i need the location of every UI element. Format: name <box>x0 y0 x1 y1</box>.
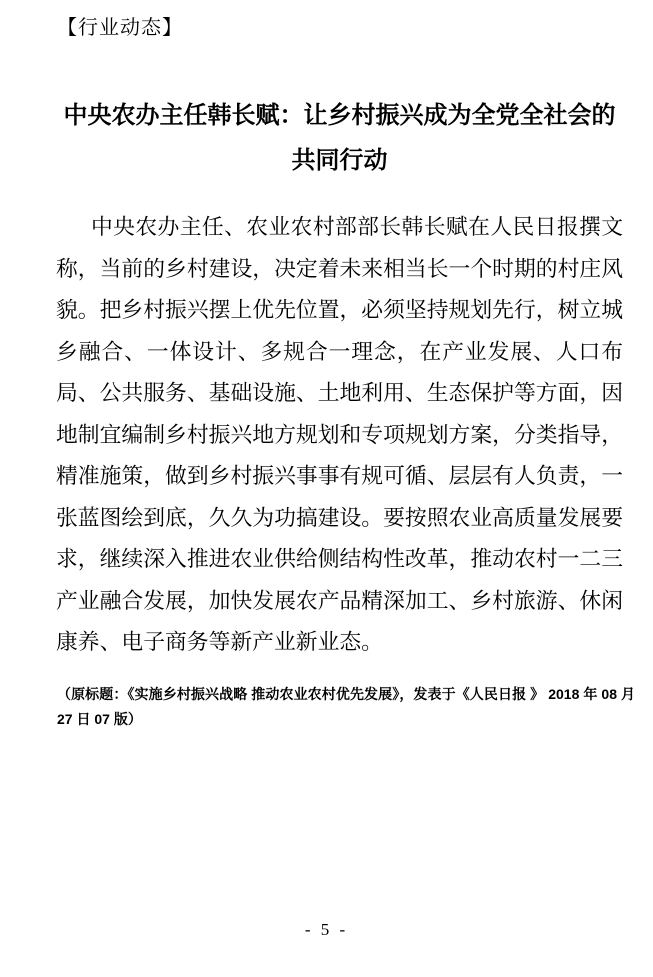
source-footnote: （原标题：《实施乡村振兴战略 推动农业农村优先发展》，发表于《人民日报 》 2018 年 08 月 27 日 07 版） <box>57 686 635 727</box>
section-tag: 【行业动态】 <box>57 17 183 39</box>
page-title: 中央农办主任韩长赋：让乡村振兴成为全党全社会的共同行动 <box>63 103 616 175</box>
page-number: - 5 - <box>304 920 349 939</box>
body-text-block <box>56 207 623 664</box>
body-paragraph: 中央农办主任、农业农村部部长韩长赋在人民日报撰文称，当前的乡村建设，决定着未来相当长一个时期的村庄风貌。把乡村振兴摆上优先位置，必须坚持规划先行，树立城乡融合、一体设计、多规合一理念，在产业发展、人口布局、公共服务、基础设施、土地利用、生态保护等方面，因地制宜编制乡村振兴地方规划和专项规划方案，分类指导，精准施策，做到乡村振兴事事有规可循、层层有人负责，一张蓝图绘到底，久久为功搞建设。要按照农业高质量发展要求，继续深入推进农业供给侧结构性改革，推动农村一二三产业融合发展，加快发展农产品精深加工、乡村旅游、休闲康养、电子商务等新产业新业态。 <box>56 215 623 654</box>
